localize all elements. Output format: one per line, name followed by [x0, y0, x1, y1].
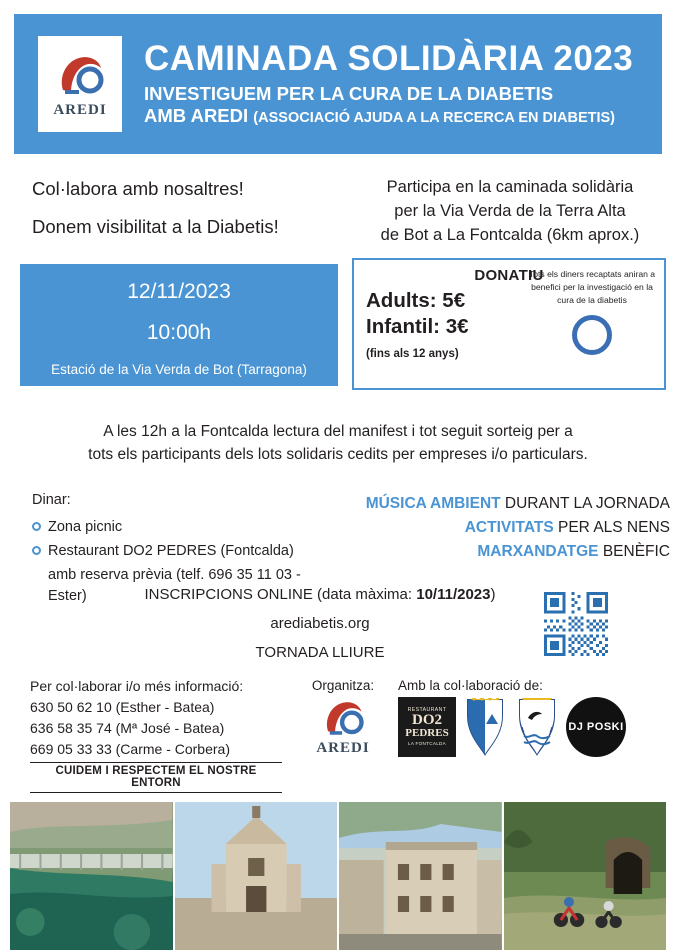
lunch-title: Dinar:	[32, 492, 71, 508]
lunch-reservation-note: amb reserva prèvia (telf. 696 35 11 03 - Ester)	[48, 567, 301, 605]
manifest-line-1: A les 12h a la Fontcalda lectura del manifest i tot seguit sorteig per a	[103, 423, 573, 440]
event-time: 10:00h	[146, 321, 212, 344]
lunch-option-picnic	[32, 517, 332, 538]
manifest-text	[46, 420, 630, 467]
intro-right-line-3: de Bot a La Fontcalda (6km aprox.)	[380, 225, 640, 244]
extras-merch	[340, 540, 670, 564]
inscriptions-return-note: TORNADA LLIURE	[255, 644, 385, 661]
collaborators-block	[398, 678, 658, 757]
extras-activities-hl: ACTIVITATS	[464, 519, 554, 537]
photo-village-street-art	[339, 802, 502, 950]
photo-village-street	[339, 802, 502, 950]
manifest-line-2: tots els participants dels lots solidaris cedits per empreses i/o particulars.	[88, 446, 588, 464]
intro-visibility-line: Donem visibilitat a la Diabetis!	[32, 216, 279, 238]
header-text-block	[144, 38, 634, 128]
inscriptions-label-end: )	[490, 586, 496, 603]
photo-river-walkway	[10, 802, 173, 950]
intro-left-block	[32, 178, 337, 254]
contact-phone-2: 636 58 35 74 (Mª José - Batea)	[30, 720, 225, 736]
photo-river-walkway-art	[10, 802, 173, 950]
dos-pedres-line-1: RESTAURANT	[407, 706, 447, 713]
dos-pedres-logo	[398, 697, 456, 757]
donation-prices	[366, 288, 538, 360]
donation-note: (fins als 12 anys)	[366, 348, 459, 361]
extras-merch-rest: BENÈFIC	[598, 543, 670, 561]
subtitle-2-bold: AMB AREDI	[144, 105, 254, 127]
intro-right-line-1: Participa en la caminada solidària	[386, 178, 634, 196]
photo-strip	[10, 802, 666, 950]
donation-kids: Infantil: 3€	[366, 315, 469, 339]
poster-title: CAMINADA SOLIDÀRIA 2023	[144, 38, 634, 78]
aredi-mark-icon	[318, 696, 368, 740]
inscriptions-label: INSCRIPCIONS ONLINE (data màxima:	[144, 586, 413, 603]
intro-right-block	[352, 176, 668, 248]
ring-bullet-icon	[32, 522, 41, 531]
aredi-logo-text: AREDI	[53, 101, 107, 118]
contact-phone-3: 669 05 33 33 (Carme - Corbera)	[30, 741, 230, 757]
poster-subtitle-1: INVESTIGUEM PER LA CURA DE LA DIABETIS	[144, 83, 554, 105]
diabetes-circle-icon	[572, 315, 612, 355]
extras-activities-rest: PER ALS NENS	[553, 519, 670, 537]
donation-box	[352, 258, 666, 390]
extras-block	[340, 492, 670, 564]
donation-adults: Adults: 5€	[366, 289, 466, 312]
town-shield-crest-1-icon	[462, 698, 508, 756]
organizer-block	[288, 678, 398, 757]
collaborators-logos	[398, 697, 658, 757]
aredi-mark-icon	[53, 50, 107, 100]
dos-pedres-line-2: DO2	[412, 711, 442, 728]
intro-right-line-2: per la Via Verda de la Terra Alta	[394, 201, 626, 220]
dos-pedres-line-3: PEDRES	[405, 726, 449, 739]
organizer-label: Organitza:	[311, 678, 375, 693]
inscriptions-block	[100, 586, 540, 661]
donation-side-text: Tots els diners recaptats aniran a benefici per la investigació en la cura de la diabetis	[528, 269, 656, 305]
contact-block	[30, 676, 300, 760]
photo-cyclists-tunnel	[504, 802, 667, 950]
collaborators-label: Amb la col·laboració de:	[398, 678, 543, 693]
inscriptions-website[interactable]: arediabetis.org	[270, 615, 370, 632]
qr-code-icon[interactable]	[544, 592, 608, 656]
intro-collaborate-line: Col·labora amb nosaltres!	[32, 178, 244, 199]
inscriptions-deadline-line	[100, 586, 540, 603]
poster-subtitle-2	[144, 105, 633, 127]
organizer-name: AREDI	[316, 740, 370, 756]
contact-phone-1: 630 50 62 10 (Esther - Batea)	[30, 699, 215, 715]
ring-bullet-icon	[32, 546, 41, 555]
event-when-box	[20, 264, 338, 386]
poster-header	[14, 14, 662, 154]
extras-activities	[340, 516, 670, 540]
donation-title: DONATIU	[474, 267, 544, 284]
lunch-option-picnic-label: Zona picnic	[48, 519, 123, 536]
extras-music	[340, 492, 670, 516]
contact-title: Per col·laborar i/o més informació:	[30, 678, 244, 694]
dj-poski-logo: DJ POSKI	[566, 697, 626, 757]
donation-side-block	[528, 268, 656, 355]
extras-merch-hl: MARXANDATGE	[477, 543, 599, 561]
photo-chapel-front-art	[175, 802, 338, 950]
dos-pedres-line-4: LA FONTCALDA	[407, 740, 447, 746]
organizer-logo	[288, 696, 398, 757]
event-place: Estació de la Via Verda de Bot (Tarragona)	[51, 362, 307, 377]
aredi-logo	[38, 36, 122, 132]
inscriptions-max-date: 10/11/2023	[416, 586, 491, 603]
photo-chapel-front	[175, 802, 338, 950]
photo-cyclists-tunnel-art	[504, 802, 667, 950]
environment-respect-banner: CUIDEM I RESPECTEM EL NOSTRE ENTORN	[30, 762, 282, 793]
lunch-option-restaurant	[32, 541, 332, 562]
town-shield-crest-2-icon	[514, 698, 560, 756]
event-date: 12/11/2023	[127, 280, 231, 303]
lunch-option-restaurant-label: Restaurant DO2 PEDRES (Fontcalda)	[48, 543, 294, 560]
extras-music-rest: DURANT LA JORNADA	[500, 495, 670, 512]
subtitle-2-paren: (ASSOCIACIÓ AJUDA A LA RECERCA EN DIABETIS)	[253, 110, 616, 127]
extras-music-hl: MÚSICA AMBIENT	[365, 495, 501, 512]
